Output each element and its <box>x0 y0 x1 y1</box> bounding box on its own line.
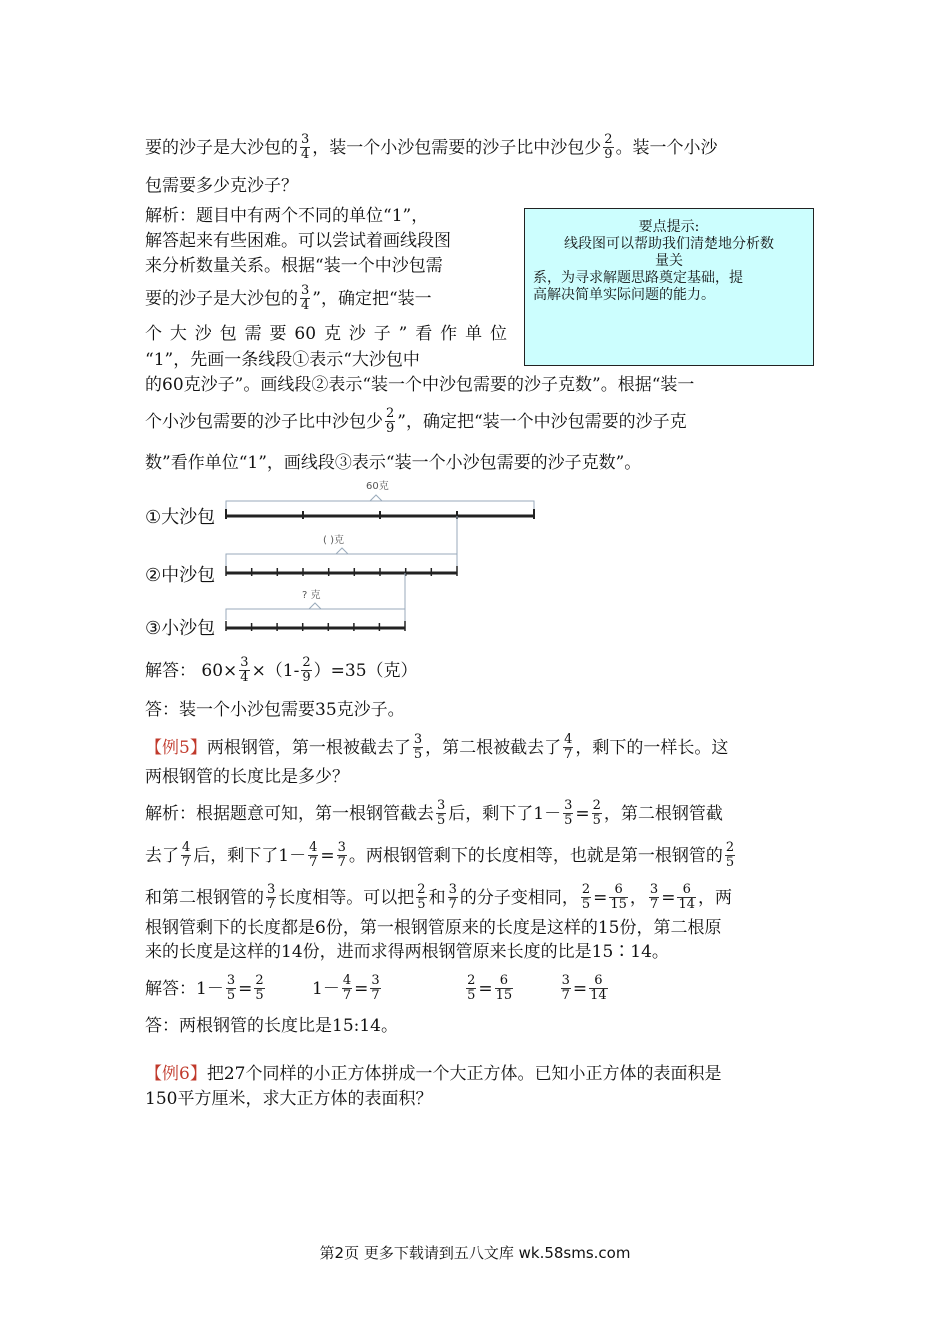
analysis-line: 解析：题目中有两个不同的单位“1”， <box>145 206 429 226</box>
fraction: $\frac{2}{9}$ <box>386 406 395 436</box>
fraction: $\frac{3}{4}$ <box>240 655 249 685</box>
example5-answer: 解答：1－ $\frac{3}{5}$ = $\frac{2}{5}$ 1－ $\frac{4}{7}$ = $\frac{3}{7}$ $\frac{2}{5}$ = $\frac{6}{15}$ $\frac{3}{7}$ = $\frac{6}{14}$ <box>145 973 607 1003</box>
example5-analysis: 和第二根钢管的 $\frac{3}{7}$ 长度相等。可以把 $\frac{2}{5}$ 和 $\frac{3}{7}$ 的分子变相同， $\frac{2}{5}$ = $\frac{6}{15}$ ， $\frac{3}{7}$ = $\frac{6}{14}$ ，两 <box>145 882 732 912</box>
example6-line-2: 150平方厘米，求大正方体的表面积？ <box>145 1089 433 1109</box>
brace-label-small: ? 克 <box>302 590 321 601</box>
brace-label-large: 60克 <box>366 481 389 492</box>
tip-line: 高解决简单实际问题的能力。 <box>533 287 715 303</box>
fraction: $\frac{2}{9}$ <box>604 132 613 162</box>
analysis-line: “1”，先画一条线段①表示“大沙包中 <box>145 350 420 370</box>
example5-analysis: 去了 $\frac{4}{7}$ 后，剩下了1－ $\frac{4}{7}$ = $\frac{3}{7}$ 。两根钢管剩下的长度相等，也就是第一根钢管的 $\frac{2}{5}$ <box>145 840 735 870</box>
example5-analysis: 解析：根据题意可知，第一根钢管截去 $\frac{3}{5}$ 后，剩下了1－ $\frac{3}{5}$ = $\frac{2}{5}$ ，第二根钢管截 <box>145 798 723 828</box>
problem-line-1: 要的沙子是大沙包的 $\frac{3}{4}$ ，装一个小沙包需要的沙子比中沙包少 $\frac{2}{9}$ 。装一个小沙 <box>145 132 718 162</box>
tip-title: 要点提示: <box>638 219 700 235</box>
brace-label-medium: ( )克 <box>323 535 344 546</box>
example-tag: 【例6】 <box>145 1064 207 1084</box>
fraction: $\frac{3}{4}$ <box>301 283 310 313</box>
fraction: $\frac{2}{9}$ <box>302 655 311 685</box>
brace-small <box>226 609 405 620</box>
tip-line: 量关 <box>655 253 683 269</box>
segment-label-medium: ②中沙包 <box>145 565 216 586</box>
analysis-line: 要的沙子是大沙包的 $\frac{3}{4}$ ”，确定把“装一 <box>145 283 432 313</box>
analysis-line: 数”看作单位“1”，画线段③表示“装一个小沙包需要的沙子克数”。 <box>145 453 642 473</box>
line-segment-diagram <box>0 0 950 660</box>
problem-line-2: 包需要多少克沙子？ <box>145 176 298 196</box>
fraction: $\frac{3}{5}$ <box>413 732 423 762</box>
example5-final: 答：两根钢管的长度比是15:14。 <box>145 1016 398 1036</box>
analysis-line: 解答起来有些困难。可以尝试着画线段图 <box>145 231 451 251</box>
page-footer: 第2页 更多下载请到五八文库 wk.58sms.com <box>319 1244 631 1262</box>
answer-final: 答：装一个小沙包需要35克沙子。 <box>145 700 405 720</box>
example6-line-1: 【例6】把27个同样的小正方体拼成一个大正方体。已知小正方体的表面积是 <box>145 1064 722 1084</box>
brace-medium <box>226 554 457 566</box>
example5-line-1: 【例5】两根钢管，第一根被截去了 $\frac{3}{5}$ ，第二根被截去了 $\frac{4}{7}$ ，剩下的一样长。这 <box>145 732 729 762</box>
example-tag: 【例5】 <box>145 738 207 758</box>
example5-analysis: 来的长度是这样的14份，进而求得两根钢管原来长度的比是15∶14。 <box>145 942 669 962</box>
analysis-line: 来分析数量关系。根据“装一个中沙包需 <box>145 256 443 276</box>
example5-analysis: 根钢管剩下的长度都是6份，第一根钢管原来的长度是这样的15份，第二根原 <box>145 918 722 938</box>
tip-line: 线段图可以帮助我们清楚地分析数 <box>564 236 774 252</box>
analysis-line: 个大沙包需要60克沙子”看作单位 <box>145 324 507 344</box>
tip-line: 系，为寻求解题思路奠定基础，提 <box>533 270 743 286</box>
analysis-line: 个小沙包需要的沙子比中沙包少 $\frac{2}{9}$ ”，确定把“装一个中沙包需要的沙子克 <box>145 406 687 436</box>
brace-large <box>226 501 534 511</box>
fraction: $\frac{3}{4}$ <box>301 132 310 162</box>
segment-label-large: ①大沙包 <box>145 507 216 528</box>
analysis-line: 的60克沙子”。画线段②表示“装一个中沙包需要的沙子克数”。根据“装一 <box>145 375 695 395</box>
fraction: $\frac{4}{7}$ <box>564 732 573 762</box>
segment-label-small: ③小沙包 <box>145 618 216 639</box>
answer-equation: 解答： 60× $\frac{3}{4}$ ×（1- $\frac{2}{9}$ ）=35（克） <box>145 655 418 685</box>
example5-line-2: 两根钢管的长度比是多少？ <box>145 767 349 787</box>
